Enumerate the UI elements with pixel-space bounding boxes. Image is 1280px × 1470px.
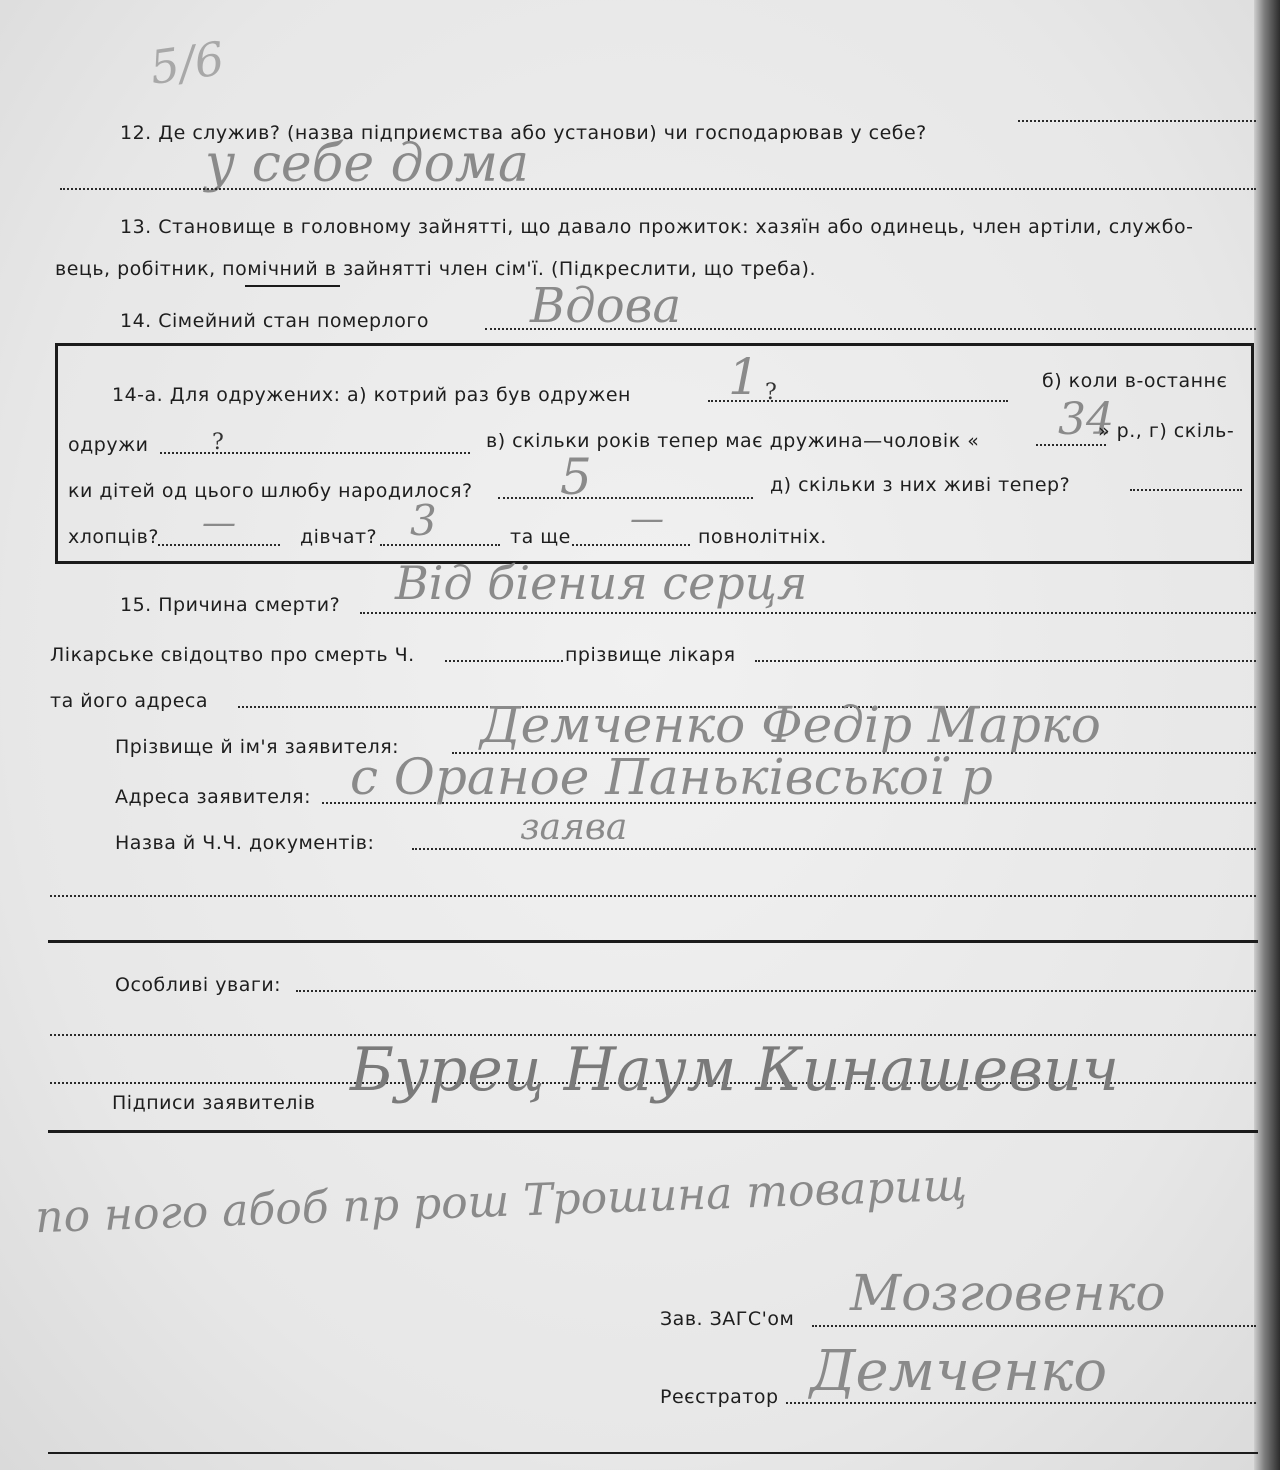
q14a-married-times: 1 [728, 348, 760, 406]
page-edge-shadow [1254, 0, 1280, 1470]
section-divider-2 [48, 1130, 1258, 1133]
medical-cert-line [445, 660, 563, 662]
q12-answer-line-1 [1018, 120, 1256, 122]
q14a-last-married-line [160, 452, 470, 454]
q15-label: 15. Причина смерти? [120, 594, 341, 616]
q15-answer: Від біения серця [395, 556, 808, 610]
applicant-name-handwritten: Демченко Федір Марко [480, 696, 1101, 754]
applicant-address-handwritten-line-2: заява [520, 807, 628, 848]
q14a-label-part7: д) скільки з них живі тепер? [770, 474, 1071, 496]
applicant-address-handwritten: с Ораное Паньківської р [350, 748, 993, 806]
doctor-name-label: прізвище лікаря [565, 644, 736, 666]
applicant-signature-second: по ного абоб пр рош Трошина товарищ [34, 1159, 968, 1244]
q15-answer-line [360, 612, 1256, 614]
q14a-label-part9: дівчат? [300, 526, 378, 548]
head-zags-label: Зав. ЗАГС'ом [660, 1308, 795, 1330]
signatures-label: Підписи заявителів [112, 1092, 316, 1114]
documents-line-2 [50, 895, 1256, 897]
bottom-rule [48, 1452, 1258, 1454]
q14a-girls-line [380, 544, 500, 546]
registrar-signature: Демченко [810, 1339, 1108, 1404]
q14a-label-part2: б) коли в-останнє [1042, 370, 1228, 392]
q14a-boys: — [202, 503, 236, 543]
notes-line-1 [296, 990, 1256, 992]
q14-label: 14. Сімейний стан померлого [120, 310, 429, 332]
head-zags-line [812, 1325, 1256, 1327]
q13-underline-pomichnyi [245, 285, 340, 287]
q12-answer: у себе дома [205, 134, 530, 194]
q12-label: 12. Де служив? (назва підприємства або установи) чи господарював у себе? [120, 122, 927, 144]
doctor-address-label: та його адреса [50, 690, 208, 712]
q14a-children-born-line [498, 497, 753, 499]
documents-label: Назва й Ч.Ч. документів: [115, 832, 375, 854]
applicant-name-label: Прізвище й ім'я заявителя: [115, 736, 400, 758]
q14a-label-part6: ки дітей од цього шлюбу народилося? [68, 480, 473, 502]
q14a-girls: 3 [410, 496, 437, 545]
q14a-adults-line [572, 544, 690, 546]
section-divider-1 [48, 940, 1258, 943]
q14a-last-married-qmark: ? [212, 430, 224, 455]
medical-cert-label: Лікарське свідоцтво про смерть Ч. [50, 644, 415, 666]
documents-line [412, 848, 1256, 850]
registrar-label: Реєстратор [660, 1386, 779, 1408]
q14a-married-times-qmark: ? [765, 380, 777, 405]
q14a-boys-line [158, 544, 280, 546]
q13-label-line-1: 13. Становище в головному зайнятті, що давало прожиток: хазяїн або одинець, член артіли, службо- [120, 216, 1194, 238]
q14-answer: Вдова [530, 278, 682, 334]
q14a-alive-line [1130, 489, 1242, 491]
q14a-label-part10: та ще [510, 526, 571, 548]
q14a-label-part4: в) скільки років тепер має дружина—чоловік « [486, 430, 980, 452]
q14a-spouse-age: 34 [1058, 394, 1114, 445]
notes-label: Особливі уваги: [115, 974, 282, 996]
q14-answer-line [485, 328, 1256, 330]
q14a-label-part3: одружи [68, 434, 149, 456]
q14a-label-part5: » р., г) скіль- [1098, 420, 1235, 442]
applicant-signature-main: Бурец Наум Кинашевич [350, 1035, 1120, 1105]
head-zags-signature: Мозговенко [850, 1264, 1166, 1322]
applicant-address-label: Адреса заявителя: [115, 786, 311, 808]
doctor-name-line [755, 660, 1256, 662]
q14a-children-born: 5 [560, 448, 592, 506]
q14a-adults: — [630, 499, 664, 539]
q12-answer-line-2 [60, 188, 1256, 190]
q14a-label-part1: 14-а. Для одружених: а) котрий раз був одружен [112, 384, 631, 406]
q14a-label-part8: хлопців? [68, 526, 159, 548]
q13-label-line-2: вець, робітник, помічний в зайнятті член сім'ї. (Підкреслити, що треба). [55, 258, 816, 280]
corner-pencil-mark: 5/6 [146, 31, 228, 95]
q14a-label-part11: повнолітніх. [698, 526, 827, 548]
